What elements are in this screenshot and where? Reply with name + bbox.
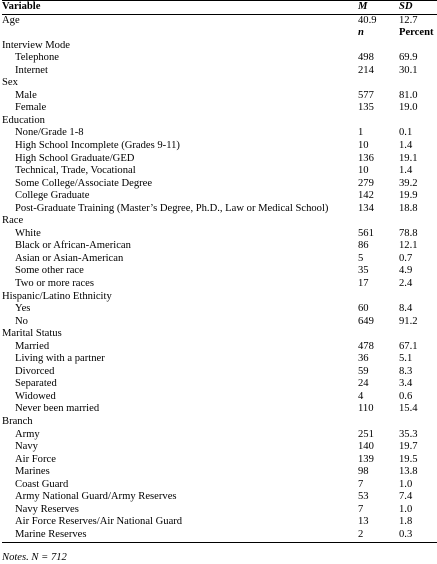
row-percent: 15.4 xyxy=(399,403,418,415)
row-count: 110 xyxy=(358,403,374,415)
row-count: 649 xyxy=(358,315,374,327)
table-row xyxy=(2,127,437,140)
row-percent: 78.8 xyxy=(399,227,418,239)
table-row xyxy=(2,479,437,492)
section-title: Interview Mode xyxy=(2,39,70,51)
row-count: 478 xyxy=(358,340,374,352)
table-row xyxy=(2,441,437,454)
row-count: 7 xyxy=(358,503,364,515)
section-title: Education xyxy=(2,114,45,126)
row-count: 140 xyxy=(358,441,374,453)
row-percent: 69.9 xyxy=(399,52,418,64)
row-count: 35 xyxy=(358,265,369,277)
table-row xyxy=(2,491,437,504)
row-count: 134 xyxy=(358,202,374,214)
table-header-row xyxy=(2,1,437,15)
row-label: Telephone xyxy=(15,52,59,64)
row-label: Technical, Trade, Vocational xyxy=(15,165,136,177)
row-label: Never been married xyxy=(15,403,100,415)
mean-header: M xyxy=(358,1,399,15)
row-count: 86 xyxy=(358,240,369,252)
row-percent: 1.8 xyxy=(399,516,413,528)
row-percent: 5.1 xyxy=(399,353,413,365)
table-row xyxy=(2,65,437,78)
row-percent: 8.4 xyxy=(399,303,413,315)
row-percent: 35.3 xyxy=(399,428,418,440)
row-count: 60 xyxy=(358,303,369,315)
row-count: 135 xyxy=(358,102,374,114)
row-count: 139 xyxy=(358,453,374,465)
section-header-row xyxy=(2,215,437,228)
percent-header: Percent xyxy=(399,27,434,39)
age-sd: 12.7 xyxy=(399,14,418,26)
row-count: 53 xyxy=(358,491,369,503)
table-row xyxy=(2,516,437,529)
row-label: Male xyxy=(15,89,37,101)
row-label: None/Grade 1-8 xyxy=(15,127,84,139)
table-row xyxy=(2,140,437,153)
section-header-row xyxy=(2,77,437,90)
section-title: Race xyxy=(2,215,24,227)
row-label: High School Incomplete (Grades 9-11) xyxy=(15,140,180,151)
row-label: Divorced xyxy=(15,365,55,377)
table-row xyxy=(2,529,437,542)
table-row xyxy=(2,190,437,203)
row-label: White xyxy=(15,227,41,239)
row-label: Married xyxy=(15,340,50,352)
row-percent: 13.8 xyxy=(399,466,418,478)
section-title: Sex xyxy=(2,77,18,89)
row-count: 59 xyxy=(358,365,369,377)
row-count: 5 xyxy=(358,252,364,264)
row-label: Army National Guard/Army Reserves xyxy=(15,491,177,503)
row-label: Female xyxy=(15,102,47,114)
row-count: 7 xyxy=(358,478,364,490)
row-label: Separated xyxy=(15,378,57,390)
row-label: Some College/Associate Degree xyxy=(15,177,153,189)
table-row xyxy=(2,366,437,379)
row-count: 136 xyxy=(358,152,374,164)
sd-header: SD xyxy=(399,1,437,15)
row-percent: 19.7 xyxy=(399,441,418,453)
row-label: Living with a partner xyxy=(15,353,105,365)
row-percent: 30.1 xyxy=(399,64,418,76)
table-row xyxy=(2,504,437,517)
row-count: 279 xyxy=(358,177,374,189)
row-count: 13 xyxy=(358,516,369,528)
row-label: Marines xyxy=(15,466,50,478)
table-row xyxy=(2,454,437,467)
table-row xyxy=(2,404,437,417)
row-percent: 19.9 xyxy=(399,190,418,202)
table-row xyxy=(2,165,437,178)
row-count: 24 xyxy=(358,378,369,390)
table-row xyxy=(2,303,437,316)
table-row xyxy=(2,203,437,216)
row-percent: 12.1 xyxy=(399,240,418,252)
row-label: Air Force xyxy=(15,453,56,465)
section-header-row xyxy=(2,40,437,53)
row-count: 498 xyxy=(358,52,374,64)
row-label: Air Force Reserves/Air National Guard xyxy=(15,516,183,528)
row-label: Some other race xyxy=(15,265,84,277)
row-percent: 1.4 xyxy=(399,140,413,151)
row-label: Navy xyxy=(15,441,38,453)
section-title: Marital Status xyxy=(2,328,62,340)
section-header-row xyxy=(2,291,437,304)
row-label: Two or more races xyxy=(15,278,94,289)
row-label: Navy Reserves xyxy=(15,503,79,515)
row-percent: 19.0 xyxy=(399,102,418,114)
row-percent: 1.0 xyxy=(399,503,413,515)
table-row xyxy=(2,466,437,479)
row-label: Marine Reserves xyxy=(2,529,358,542)
table-row xyxy=(2,278,437,291)
row-percent: 0.7 xyxy=(399,252,413,264)
row-label: College Graduate xyxy=(15,190,90,202)
table-row xyxy=(2,265,437,278)
row-count: 98 xyxy=(358,466,369,478)
table-row xyxy=(2,341,437,354)
table-row xyxy=(2,391,437,404)
row-count: 2 xyxy=(358,529,399,542)
section-header-row xyxy=(2,115,437,128)
row-percent: 39.2 xyxy=(399,177,418,189)
table-row xyxy=(2,353,437,366)
row-percent: 0.1 xyxy=(399,127,413,139)
row-percent: 81.0 xyxy=(399,89,418,101)
row-label: Asian or Asian-American xyxy=(15,252,124,264)
row-label: No xyxy=(15,315,28,327)
row-percent: 91.2 xyxy=(399,315,418,327)
row-label: Black or African-American xyxy=(15,240,131,252)
row-percent: 19.5 xyxy=(399,453,418,465)
table-row xyxy=(2,316,437,329)
row-count: 214 xyxy=(358,64,374,76)
row-label: High School Graduate/GED xyxy=(15,152,135,164)
row-percent: 2.4 xyxy=(399,278,413,289)
table-row xyxy=(2,253,437,266)
table-row xyxy=(2,90,437,103)
age-row xyxy=(2,14,437,27)
row-percent: 0.3 xyxy=(399,529,437,542)
row-percent: 3.4 xyxy=(399,378,413,390)
row-count: 1 xyxy=(358,127,364,139)
n-header: n xyxy=(358,27,364,39)
section-title: Hispanic/Latino Ethnicity xyxy=(2,290,112,302)
row-percent: 19.1 xyxy=(399,152,418,164)
table-row xyxy=(2,178,437,191)
table-row xyxy=(2,240,437,253)
row-label: Internet xyxy=(15,64,48,76)
row-count: 251 xyxy=(358,428,374,440)
row-percent: 4.9 xyxy=(399,265,413,277)
table-row xyxy=(2,102,437,115)
row-percent: 8.3 xyxy=(399,365,413,377)
row-count: 142 xyxy=(358,190,374,202)
table-row xyxy=(2,52,437,65)
variable-header: Variable xyxy=(2,1,358,15)
row-percent: 0.6 xyxy=(399,390,413,402)
table-row xyxy=(2,378,437,391)
age-label: Age xyxy=(2,14,20,26)
table-row xyxy=(2,429,437,442)
section-header-row xyxy=(2,328,437,341)
row-percent: 18.8 xyxy=(399,202,418,214)
row-percent: 1.0 xyxy=(399,478,413,490)
section-title: Branch xyxy=(2,416,33,428)
row-count: 10 xyxy=(358,140,369,151)
row-count: 561 xyxy=(358,227,374,239)
row-percent: 7.4 xyxy=(399,491,413,503)
table-row xyxy=(2,153,437,166)
row-label: Coast Guard xyxy=(15,478,69,490)
row-count: 577 xyxy=(358,89,374,101)
table-notes: Notes. N = 712 xyxy=(2,552,67,563)
row-label: Post-Graduate Training (Master’s Degree, Ph.D., Law or Medical School) xyxy=(15,202,329,214)
age-mean: 40.9 xyxy=(358,14,377,26)
demographics-table xyxy=(2,0,437,543)
row-count: 17 xyxy=(358,278,369,289)
row-count: 4 xyxy=(358,390,364,402)
count-header-row xyxy=(2,27,437,40)
section-header-row xyxy=(2,416,437,429)
row-count: 10 xyxy=(358,165,369,177)
table-row xyxy=(2,228,437,241)
row-label: Army xyxy=(15,428,40,440)
row-label: Yes xyxy=(15,303,31,315)
row-percent: 67.1 xyxy=(399,340,418,352)
row-percent: 1.4 xyxy=(399,165,413,177)
row-count: 36 xyxy=(358,353,369,365)
row-label: Widowed xyxy=(15,390,56,402)
